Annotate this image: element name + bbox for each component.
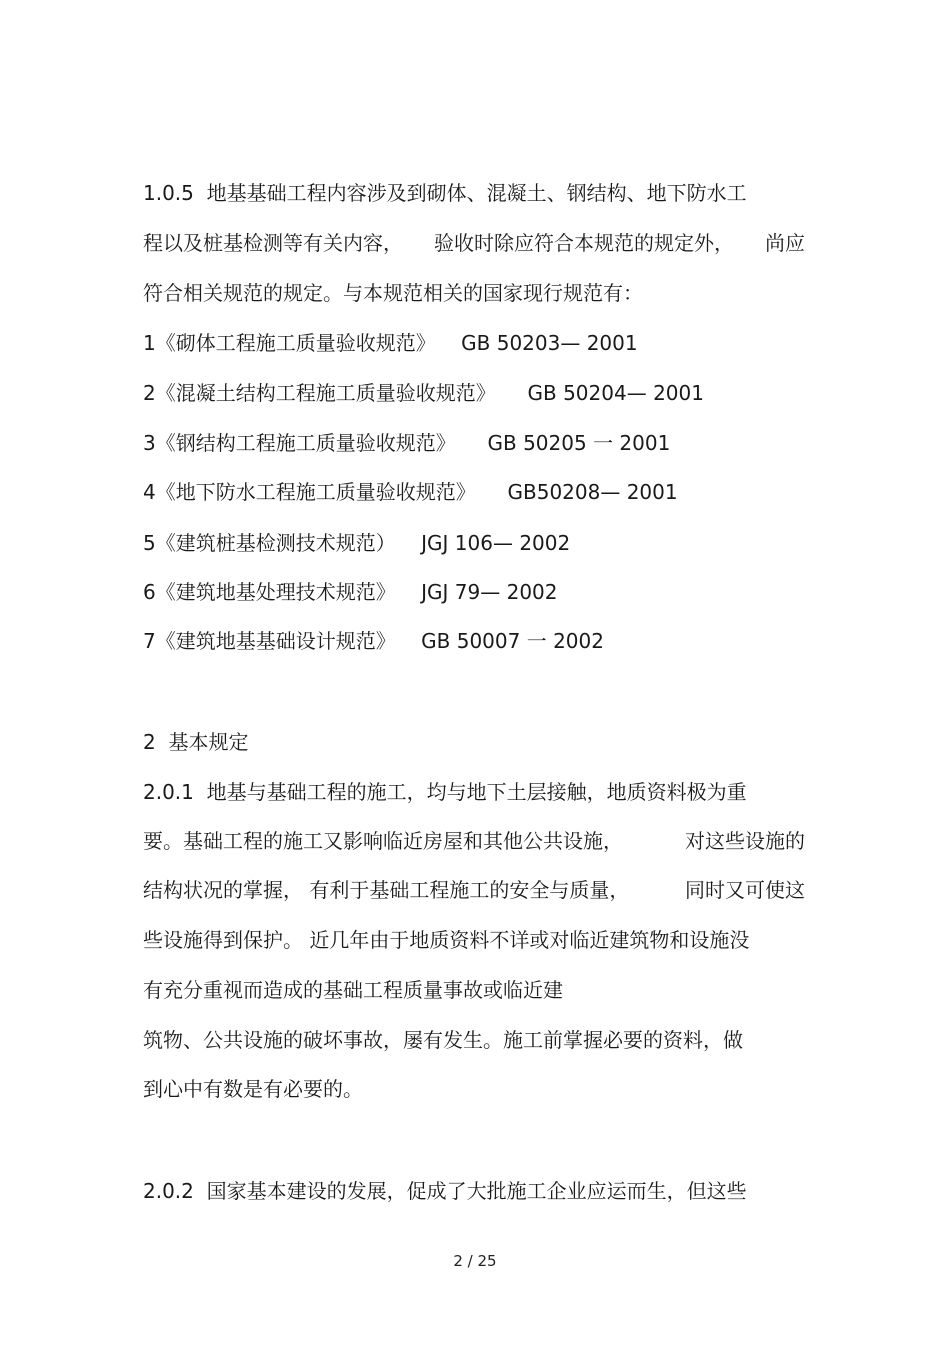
section-2-0-1-line-2 [143,828,805,854]
section-1-0-5-line-2 [143,230,805,256]
chapter-2-heading: 2 基本规定 [143,730,249,754]
text-segment: 尚应 [765,231,805,255]
text-segment: 同时又可使这 [685,878,805,902]
text-segment: 结构状况的掌握， 有利于基础工程施工的安全与质量， [143,878,630,902]
text-segment: 验收时除应符合本规范的规定外， [434,231,734,255]
standard-item-7: 7《建筑地基基础设计规范》 GB 50007 一 2002 [143,629,604,653]
section-2-0-1-line-5: 有充分重视而造成的基础工程质量事故或临近建 [143,978,563,1002]
text-segment: 要。基础工程的施工又影响临近房屋和其他公共设施， [143,829,623,853]
section-2-0-1-line-4: 些设施得到保护。 近几年由于地质资料不详或对临近建筑物和设施没 [143,928,750,952]
standard-item-2: 2《混凝土结构工程施工质量验收规范》 GB 50204— 2001 [143,381,704,405]
section-2-0-1-line-6: 筑物、公共设施的破坏事故，屡有发生。施工前掌握必要的资料，做 [143,1028,743,1052]
standard-item-3: 3《钢结构工程施工质量验收规范》 GB 50205 一 2001 [143,431,671,455]
section-1-0-5-line-1: 1.0.5 地基基础工程内容涉及到砌体、混凝土、钢结构、地下防水工 [143,181,747,205]
section-2-0-2-line-1: 2.0.2 国家基本建设的发展，促成了大批施工企业应运而生，但这些 [143,1179,747,1203]
section-2-0-1-line-1: 2.0.1 地基与基础工程的施工，均与地下土层接触，地质资料极为重 [143,780,747,804]
standard-item-4: 4《地下防水工程施工质量验收规范》 GB50208— 2001 [143,480,678,504]
page-number: 2 / 25 [453,1252,497,1270]
section-1-0-5-line-3: 符合相关规范的规定。与本规范相关的国家现行规范有： [143,281,643,305]
standard-item-5: 5《建筑桩基检测技术规范） JGJ 106— 2002 [143,531,571,555]
standard-item-6: 6《建筑地基处理技术规范》 JGJ 79— 2002 [143,580,558,604]
text-segment: 对这些设施的 [685,829,805,853]
standard-item-1: 1《砌体工程施工质量验收规范》 GB 50203— 2001 [143,331,638,355]
section-2-0-1-line-3 [143,877,805,903]
section-2-0-1-line-7: 到心中有数是有必要的。 [143,1077,363,1101]
text-segment: 程以及桩基检测等有关内容， [143,231,403,255]
